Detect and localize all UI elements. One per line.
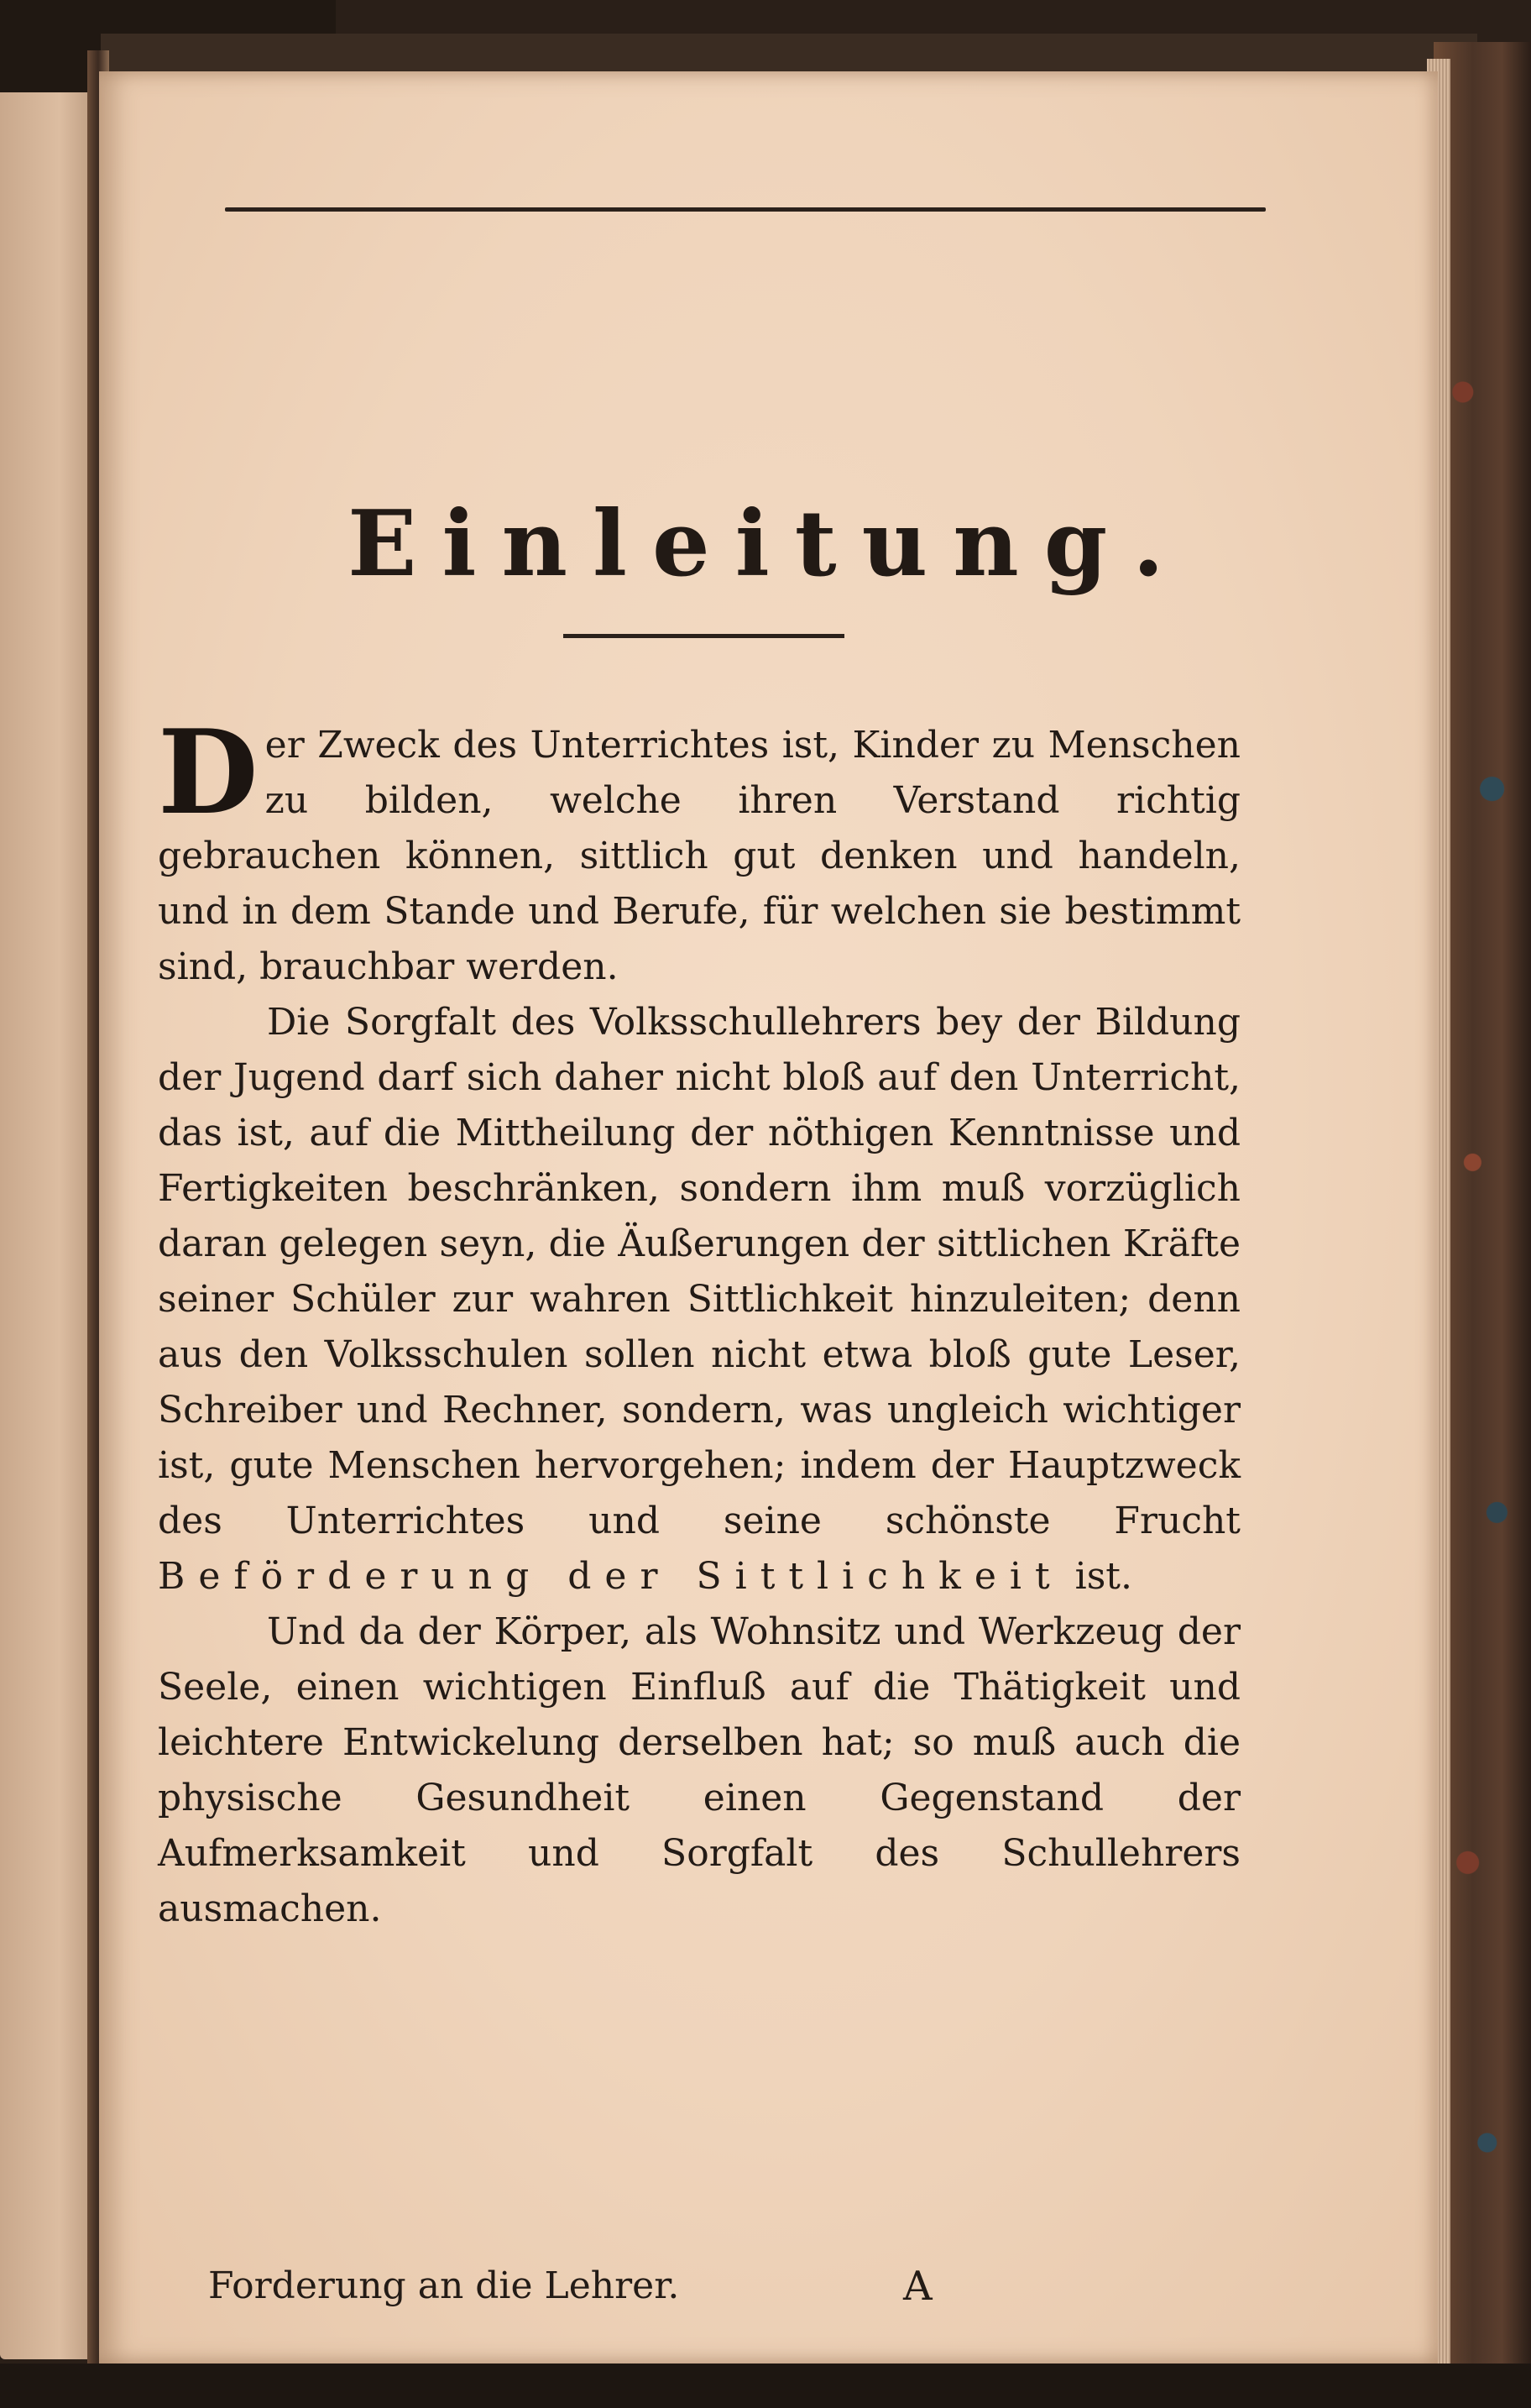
book-page [99, 71, 1438, 2364]
paragraph-1 [158, 704, 1241, 995]
paragraph-3 [158, 1604, 1241, 1937]
body-text [158, 704, 1241, 2221]
emphasized-phrase: Beförderung der Sittlichkeit [158, 1555, 1063, 1598]
signature-mark: A [903, 2263, 933, 2310]
page-title: Einleitung. [347, 491, 1189, 597]
paragraph-2-end: ist. [1074, 1555, 1132, 1598]
title-underline [563, 634, 844, 638]
catchword: Forderung an die Lehrer. [208, 2264, 680, 2307]
header-rule [225, 207, 1266, 212]
paragraph-2 [158, 995, 1241, 1604]
facing-page-edge [0, 92, 99, 2359]
background-bottom [0, 2364, 1531, 2408]
paragraph-1-text: er Zweck des Unterrichtes ist, Kinder zu Menschen zu bilden, welche ihren Verstand richtig gebrauchen können, sittlich gut denken und handeln, und in dem Stande und Berufe, für welchen sie bestimmt sind, brauchbar werden. [158, 724, 1241, 988]
paragraph-2-text: Die Sorgfalt des Volksschullehrers bey der Bildung der Jugend darf sich daher nicht bloß auf den Unterricht, das ist, auf die Mittheilung der nöthigen Kenntnisse und Fertigkeiten beschränken, sondern ihm muß vorzüglich daran gelegen seyn, die Äußerungen der sittlichen Kräfte seiner Schüler zur wahren Sittlichkeit hinzuleiten; denn aus den Volksschulen sollen nicht etwa bloß gute Leser, Schreiber und Rechner, sondern, was ungleich wichtiger ist, gute Menschen hervorgehen; indem der Hauptzweck des Unterrichtes und seine schönste Frucht [158, 1001, 1241, 1542]
drop-cap: D [158, 704, 259, 840]
paragraph-3-text: Und da der Körper, als Wohnsitz und Werkzeug der Seele, einen wichtigen Einfluß auf die Thätigkeit und leichtere Entwickelung derselben hat; so muß auch die physische Gesundheit einen Gegenstand der Aufmerksamkeit und Sorgfalt des Schullehrers ausmachen. [158, 1610, 1241, 1930]
